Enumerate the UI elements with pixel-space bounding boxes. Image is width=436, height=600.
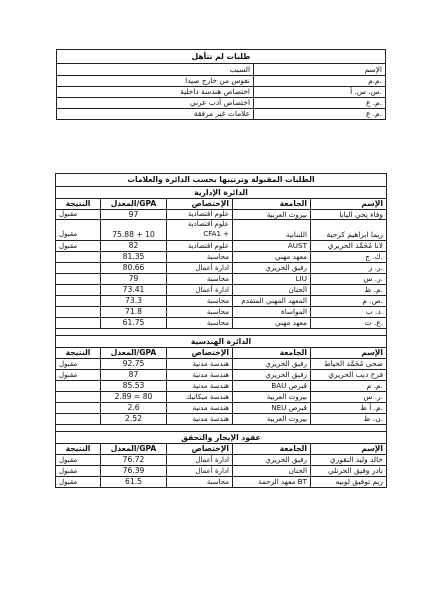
result-cell	[56, 318, 101, 329]
name-cell: ضحى مُحَمَّد الخياط	[311, 359, 387, 370]
result-cell: مقبول	[56, 359, 101, 370]
major-cell: هندسة ميكانيك	[167, 392, 233, 403]
header-university: الجامعة	[233, 444, 311, 455]
header-name: الإسم	[311, 199, 387, 210]
section-title: عقود الإيجار والتحقق	[56, 432, 387, 444]
name-cell: د. ب.	[311, 307, 387, 318]
gpa-cell: 80.66	[101, 263, 167, 274]
major-cell: هندسة مدنية	[167, 381, 233, 392]
university-cell: رفيق الحريري	[233, 370, 311, 381]
major-cell: علوم اقتصادية	[167, 210, 233, 220]
result-cell: مقبول	[56, 370, 101, 381]
accepted-table	[55, 173, 387, 488]
gpa-cell	[101, 220, 167, 230]
rejected-reason: نفوس من خارج صيدا	[57, 76, 254, 87]
rejected-reason: علامات غير مرفقة	[57, 109, 254, 120]
major-cell: هندسة مدنية	[167, 359, 233, 370]
university-cell: رفيق الحريري	[233, 359, 311, 370]
university-cell: المواساة	[233, 307, 311, 318]
gpa-cell: 81.35	[101, 252, 167, 263]
section-gap	[56, 329, 387, 336]
header-result: النتيجة	[56, 199, 101, 210]
gpa-cell: 73.41	[101, 285, 167, 296]
result-cell	[56, 263, 101, 274]
name-cell: نادر وفيق الحرنلي	[311, 466, 387, 477]
name-cell: م. ظ.	[311, 285, 387, 296]
result-cell: مقبول	[56, 241, 101, 252]
name-cell: ن. ظ.	[311, 414, 387, 425]
header-gpa: المعدل/GPA	[101, 444, 167, 455]
header-name: الإسم	[311, 348, 387, 359]
accepted-title: الطلبات المقبولة وترتيبها بحسب الدائرة والعلامات	[56, 174, 387, 187]
header-result: النتيجة	[56, 348, 101, 359]
name-cell: م. م.	[311, 381, 387, 392]
result-cell	[56, 403, 101, 414]
gpa-cell: 61.75	[101, 318, 167, 329]
rejected-name: م. ع.	[254, 109, 386, 120]
section-title: الدائرة الهندسية	[56, 336, 387, 348]
gpa-cell: 87	[101, 370, 167, 381]
header-university: الجامعة	[233, 199, 311, 210]
header-gpa: المعدل/GPA	[101, 199, 167, 210]
header-major: الإختصاص	[167, 348, 233, 359]
university-cell: بيروت العربية	[233, 414, 311, 425]
university-cell: معهد مهني	[233, 252, 311, 263]
name-cell: ع. ت.	[311, 318, 387, 329]
result-cell: مقبول	[56, 210, 101, 220]
result-cell: مقبول	[56, 466, 101, 477]
gpa-cell: 61.5	[101, 477, 167, 488]
major-cell: علوم اقتصادية	[167, 220, 233, 230]
result-cell	[56, 381, 101, 392]
university-cell: معهد مهني	[233, 318, 311, 329]
major-cell: محاسبة	[167, 307, 233, 318]
rejected-name: س. س. أ.	[254, 87, 386, 98]
major-cell: ادارة أعمال	[167, 285, 233, 296]
gpa-cell: 2.89 = 80	[101, 392, 167, 403]
major-cell: هندسة مدنية	[167, 370, 233, 381]
rejected-table	[56, 49, 386, 120]
result-cell	[56, 296, 101, 307]
header-name: الإسم	[311, 444, 387, 455]
name-cell: لانا مُحَمَّد الحريري	[311, 241, 387, 252]
name-cell	[311, 220, 387, 230]
result-cell: مقبول	[56, 477, 101, 488]
header-gpa: المعدل/GPA	[101, 348, 167, 359]
result-cell	[56, 307, 101, 318]
university-cell: NEU قبرص	[233, 403, 311, 414]
header-major: الإختصاص	[167, 444, 233, 455]
result-cell	[56, 414, 101, 425]
university-cell: AUST	[233, 241, 311, 252]
name-cell: ص. م.	[311, 296, 387, 307]
name-cell: ك. ج.	[311, 252, 387, 263]
name-cell: م. أ ظ.	[311, 403, 387, 414]
major-cell: محاسبة	[167, 252, 233, 263]
major-cell: محاسبة	[167, 274, 233, 285]
university-cell: BAU قبرص	[233, 381, 311, 392]
university-cell: الجنان	[233, 466, 311, 477]
gpa-cell: 76.39	[101, 466, 167, 477]
major-cell: ادارة أعمال	[167, 455, 233, 466]
university-cell: رفيق الحريري	[233, 263, 311, 274]
rejected-name: م. ع.	[254, 98, 386, 109]
university-cell: LIU	[233, 274, 311, 285]
header-major: الإختصاص	[167, 199, 233, 210]
gpa-cell: 79	[101, 274, 167, 285]
result-cell	[56, 274, 101, 285]
rejected-header-name: الإسم	[254, 64, 386, 76]
major-cell: ادارة أعمال	[167, 263, 233, 274]
major-cell: محاسبة	[167, 296, 233, 307]
major-cell: محاسبة	[167, 477, 233, 488]
gpa-cell: 2.52	[101, 414, 167, 425]
header-university: الجامعة	[233, 348, 311, 359]
section-gap	[56, 425, 387, 432]
university-cell: معهد الرحمة BT	[233, 477, 311, 488]
gpa-cell: 82	[101, 241, 167, 252]
gpa-cell: 97	[101, 210, 167, 220]
gpa-cell: 76.72	[101, 455, 167, 466]
name-cell: ريم توفيق لوبيه	[311, 477, 387, 488]
name-cell: ر. س.	[311, 274, 387, 285]
gpa-cell: 92.75	[101, 359, 167, 370]
university-cell: الجنان	[233, 285, 311, 296]
result-cell	[56, 392, 101, 403]
major-cell: CFA1 +	[167, 230, 233, 241]
section-title: الدائرة الإدارية	[56, 187, 387, 199]
rejected-header-reason: السبب	[57, 64, 254, 76]
major-cell: ادارة أعمال	[167, 466, 233, 477]
gpa-cell: 75.88 + 10	[101, 230, 167, 241]
name-cell: وفاء يحي البابا	[311, 210, 387, 220]
major-cell: هندسة مدنية	[167, 414, 233, 425]
university-cell: بيروت العربية	[233, 210, 311, 220]
university-cell: اللبنانية	[233, 230, 311, 241]
major-cell: علوم اقتصادية	[167, 241, 233, 252]
gpa-cell: 2.6	[101, 403, 167, 414]
result-cell	[56, 252, 101, 263]
major-cell: محاسبة	[167, 318, 233, 329]
gpa-cell: 71.8	[101, 307, 167, 318]
university-cell: بيروت العربية	[233, 392, 311, 403]
rejected-title: طلبات لم تتأهل	[57, 50, 386, 64]
gpa-cell: 85.53	[101, 381, 167, 392]
result-cell: مقبول	[56, 455, 101, 466]
header-result: النتيجة	[56, 444, 101, 455]
name-cell: ريما ابراهيم كرجية	[311, 230, 387, 241]
result-cell	[56, 220, 101, 230]
result-cell	[56, 285, 101, 296]
gpa-cell: 73.3	[101, 296, 167, 307]
name-cell: ر. ز.	[311, 263, 387, 274]
name-cell: فرح ديب الحريري	[311, 370, 387, 381]
rejected-reason: اختصاص هندسة داخلية	[57, 87, 254, 98]
university-cell: المعهد المهني المتقدم	[233, 296, 311, 307]
name-cell: خالد وليد النقوزي	[311, 455, 387, 466]
rejected-name: م.م.	[254, 76, 386, 87]
university-cell: رفيق الحريري	[233, 455, 311, 466]
result-cell: مقبول	[56, 230, 101, 241]
university-cell	[233, 220, 311, 230]
rejected-reason: اختصاص أدب عربي	[57, 98, 254, 109]
major-cell: هندسة مدنية	[167, 403, 233, 414]
name-cell: ر. س.	[311, 392, 387, 403]
